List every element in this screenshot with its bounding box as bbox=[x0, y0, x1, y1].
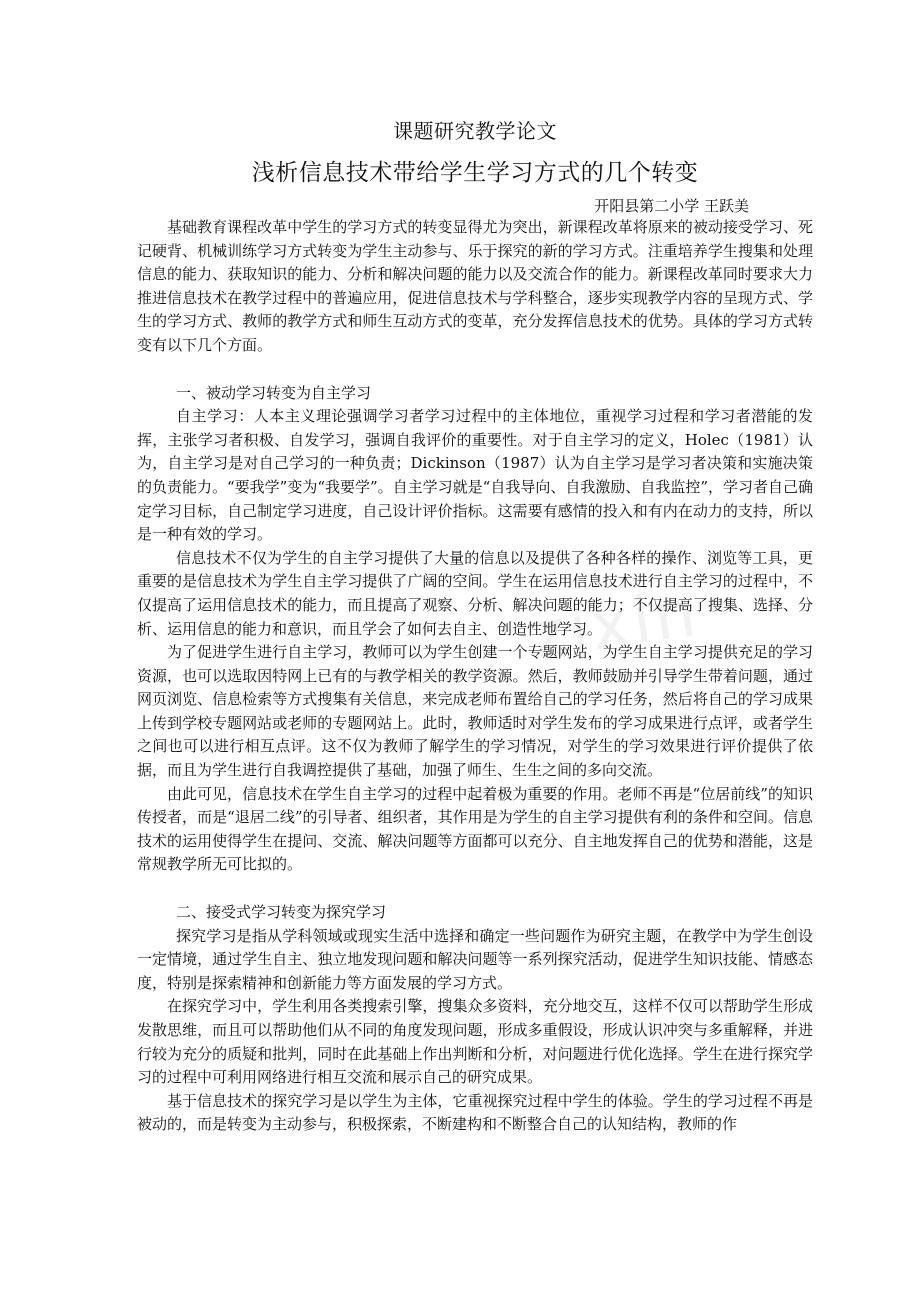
watermark: zixin bbox=[527, 576, 704, 674]
section-paragraph: 探究学习是指从学科领域或现实生活中选择和确定一些问题作为研究主题，在教学中为学生创设一定情境，通过学生自主、独立地发现问题和解决问题等一系列探究活动，促进学生知识技能、情感态度，特别是探索精神和创新能力等方面发展的学习方式。 bbox=[137, 926, 813, 992]
section-paragraph: 信息技术不仅为学生的自主学习提供了大量的信息以及提供了各种各样的操作、浏览等工具，更重要的是信息技术为学生自主学习提供了广阔的空间。学生在运用信息技术进行自主学习的过程中，不仅提高了运用信息技术的能力，而且提高了观察、分析、解决问题的能力；不仅提高了搜集、选择、分析、运用信息的能力和意识，而且学会了如何去自主、创造性地学习。 bbox=[137, 548, 813, 638]
document-title: 浅析信息技术带给学生学习方式的几个转变 bbox=[251, 160, 699, 186]
section-heading: 一、被动学习转变为自主学习 bbox=[176, 383, 372, 402]
section-2 bbox=[137, 901, 813, 1137]
section-paragraph: 基于信息技术的探究学习是以学生为主体，它重视探究过程中学生的体验。学生的学习过程不再是被动的，而是转变为主动参与，积极探索，不断建构和不断整合自己的认知结构，教师的作 bbox=[137, 1091, 813, 1134]
section-paragraph: 为了促进学生进行自主学习，教师可以为学生创建一个专题网站，为学生自主学习提供充足的学习资源，也可以选取因特网上已有的与教学相关的教学资源。然后，教师鼓励并引导学生带着问题，通过网页浏览、信息检索等方式搜集有关信息，来完成老师布置给自己的学习任务，然后将自己的学习成果上传到学校专题网站或老师的专题网站上。此时，教师适时对学生发布的学习成果进行点评，或者学生之间也可以进行相互点评。这不仅为教师了解学生的学习情况，对学生的学习效果进行评价提供了依据，而且为学生进行自我调控提供了基础，加强了师生、生生之间的多向交流。 bbox=[137, 643, 813, 780]
section-paragraph: 由此可见，信息技术在学生自主学习的过程中起着极为重要的作用。老师不再是“位居前线”的知识传授者，而是“退居二线”的引导者、组织者，其作用是为学生的自主学习提供有利的条件和空间。信息技术的运用使得学生在提问、交流、解决问题等方面都可以充分、自主地发挥自己的优势和潜能，这是常规教学所无可比拟的。 bbox=[137, 784, 813, 874]
section-heading: 二、接受式学习转变为探究学习 bbox=[176, 903, 387, 922]
intro-paragraph: 基础教育课程改革中学生的学习方式的转变显得尤为突出，新课程改革将原来的被动接受学习、死记硬背、机械训练学习方式转变为学生主动参与、乐于探究的新的学习方式。注重培养学生搜集和处理信息的能力、获取知识的能力、分析和解决问题的能力以及交流合作的能力。新课程改革同时要求大力推进信息技术在教学过程中的普遍应用，促进信息技术与学科整合，逐步实现教学内容的呈现方式、学生的学习方式、教师的教学方式和师生互动方式的变革，充分发挥信息技术的优势。具体的学习方式转变有以下几个方面。 bbox=[137, 218, 813, 354]
section-paragraph: 自主学习：人本主义理论强调学习者学习过程中的主体地位，重视学习过程和学习者潜能的发挥，主张学习者积极、自发学习，强调自我评价的重要性。对于自主学习的定义，Holec（1981）认为，自主学习是对自己学习的一种负责；Dickinson（1987）认为自主学习是学习者决策和实施决策的负责能力。“要我学”变为“我要学”。自主学习就是“自我导向、自我激励、自我监控”，学习者自己确定学习目标，自己制定学习进度，自己设计评价指标。这需要有感情的投入和有内在动力的支持，所以是一种有效的学习。 bbox=[137, 407, 814, 544]
document-label: 课题研究教学论文 bbox=[393, 119, 557, 143]
section-1 bbox=[137, 382, 813, 877]
author-line: 开阳县第二小学 王跃美 bbox=[594, 197, 749, 215]
section-paragraph: 在探究学习中，学生利用各类搜索引擎，搜集众多资料，充分地交互，这样不仅可以帮助学生形成发散思维，而且可以帮助他们从不同的角度发现问题，形成多重假设，形成认识冲突与多重解释，并进行较为充分的质疑和批判，同时在此基础上作出判断和分析，对问题进行优化选择。学生在进行探究学习的过程中可利用网络进行相互交流和展示自己的研究成果。 bbox=[137, 997, 813, 1087]
document-body bbox=[137, 118, 813, 1137]
